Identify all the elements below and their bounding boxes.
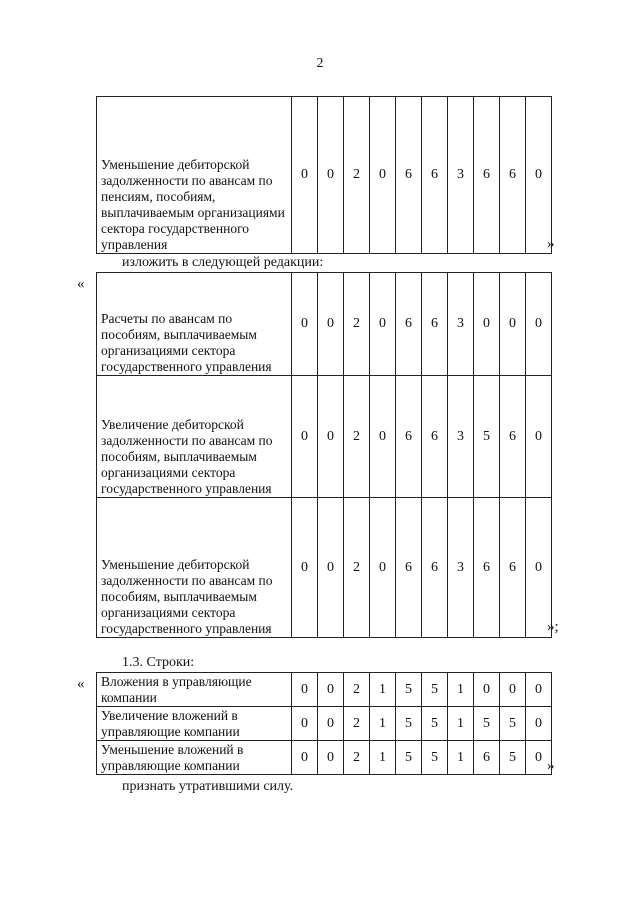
closing-quote: » xyxy=(547,236,555,252)
row-description: Расчеты по авансам по пособиям, выплачиваемым организациями сектора государственного управления xyxy=(97,273,292,376)
code-digit: 1 xyxy=(370,673,396,707)
code-digit: 5 xyxy=(500,741,526,775)
opening-quote: « xyxy=(77,676,85,692)
page-number: 2 xyxy=(316,56,324,71)
table-row xyxy=(97,273,552,376)
code-digit: 0 xyxy=(292,741,318,775)
code-digit: 0 xyxy=(370,498,396,638)
code-digit: 6 xyxy=(396,498,422,638)
redaction-text: изложить в следующей редакции: xyxy=(122,255,324,270)
code-digit: 6 xyxy=(396,376,422,498)
code-digit: 0 xyxy=(318,273,344,376)
code-digit: 0 xyxy=(526,707,552,741)
code-digit: 0 xyxy=(318,707,344,741)
code-digit: 6 xyxy=(474,97,500,254)
row-description: Увеличение дебиторской задолженности по авансам по пособиям, выплачиваемым организациями сектора государственного управления xyxy=(97,376,292,498)
code-digit: 0 xyxy=(318,673,344,707)
code-digit: 5 xyxy=(396,741,422,775)
closing-text: признать утратившими силу. xyxy=(122,779,294,794)
code-digit: 1 xyxy=(370,707,396,741)
code-digit: 1 xyxy=(448,673,474,707)
closing-quote: » xyxy=(547,758,555,774)
code-digit: 2 xyxy=(344,498,370,638)
code-digit: 5 xyxy=(396,707,422,741)
code-digit: 0 xyxy=(526,376,552,498)
opening-quote: « xyxy=(77,276,85,292)
code-digit: 6 xyxy=(474,498,500,638)
code-digit: 0 xyxy=(292,273,318,376)
code-digit: 0 xyxy=(526,673,552,707)
code-digit: 0 xyxy=(292,707,318,741)
code-digit: 3 xyxy=(448,97,474,254)
codes-table-3 xyxy=(96,672,552,775)
table-row xyxy=(97,707,552,741)
code-digit: 1 xyxy=(448,707,474,741)
code-digit: 0 xyxy=(526,97,552,254)
table-row xyxy=(97,97,552,254)
code-digit: 2 xyxy=(344,707,370,741)
code-digit: 2 xyxy=(344,376,370,498)
code-digit: 0 xyxy=(292,498,318,638)
table-row xyxy=(97,673,552,707)
code-digit: 0 xyxy=(370,376,396,498)
code-digit: 5 xyxy=(474,376,500,498)
code-digit: 0 xyxy=(318,376,344,498)
row-description: Уменьшение вложений в управляющие компании xyxy=(97,741,292,775)
code-digit: 5 xyxy=(422,741,448,775)
code-digit: 6 xyxy=(422,97,448,254)
row-description: Уменьшение дебиторской задолженности по авансам по пособиям, выплачиваемым организациями сектора государственного управления xyxy=(97,498,292,638)
code-digit: 0 xyxy=(318,97,344,254)
code-digit: 3 xyxy=(448,273,474,376)
code-digit: 6 xyxy=(500,376,526,498)
code-digit: 0 xyxy=(370,273,396,376)
code-digit: 0 xyxy=(292,376,318,498)
table-row xyxy=(97,498,552,638)
code-digit: 6 xyxy=(500,97,526,254)
code-digit: 2 xyxy=(344,741,370,775)
code-digit: 0 xyxy=(500,673,526,707)
code-digit: 0 xyxy=(474,673,500,707)
code-digit: 2 xyxy=(344,673,370,707)
code-digit: 1 xyxy=(370,741,396,775)
code-digit: 0 xyxy=(526,273,552,376)
code-digit: 5 xyxy=(422,707,448,741)
table-row xyxy=(97,741,552,775)
code-digit: 5 xyxy=(500,707,526,741)
code-digit: 0 xyxy=(370,97,396,254)
codes-table-1 xyxy=(96,96,552,254)
codes-table-2 xyxy=(96,272,552,638)
code-digit: 0 xyxy=(292,673,318,707)
code-digit: 5 xyxy=(396,673,422,707)
row-description: Увеличение вложений в управляющие компании xyxy=(97,707,292,741)
code-digit: 0 xyxy=(318,741,344,775)
code-digit: 0 xyxy=(318,498,344,638)
table-row xyxy=(97,376,552,498)
code-digit: 6 xyxy=(396,273,422,376)
code-digit: 6 xyxy=(396,97,422,254)
code-digit: 6 xyxy=(500,498,526,638)
code-digit: 0 xyxy=(292,97,318,254)
code-digit: 1 xyxy=(448,741,474,775)
code-digit: 5 xyxy=(474,707,500,741)
subheading: 1.3. Строки: xyxy=(122,655,195,670)
code-digit: 0 xyxy=(500,273,526,376)
code-digit: 3 xyxy=(448,376,474,498)
row-description: Уменьшение дебиторской задолженности по авансам по пенсиям, пособиям, выплачиваемым организациями сектора государственного управления xyxy=(97,97,292,254)
code-digit: 5 xyxy=(422,673,448,707)
code-digit: 0 xyxy=(474,273,500,376)
code-digit: 6 xyxy=(422,273,448,376)
code-digit: 0 xyxy=(526,498,552,638)
closing-quote: »; xyxy=(547,619,559,635)
code-digit: 0 xyxy=(526,741,552,775)
code-digit: 6 xyxy=(474,741,500,775)
code-digit: 2 xyxy=(344,97,370,254)
code-digit: 2 xyxy=(344,273,370,376)
code-digit: 6 xyxy=(422,376,448,498)
code-digit: 3 xyxy=(448,498,474,638)
row-description: Вложения в управляющие компании xyxy=(97,673,292,707)
code-digit: 6 xyxy=(422,498,448,638)
